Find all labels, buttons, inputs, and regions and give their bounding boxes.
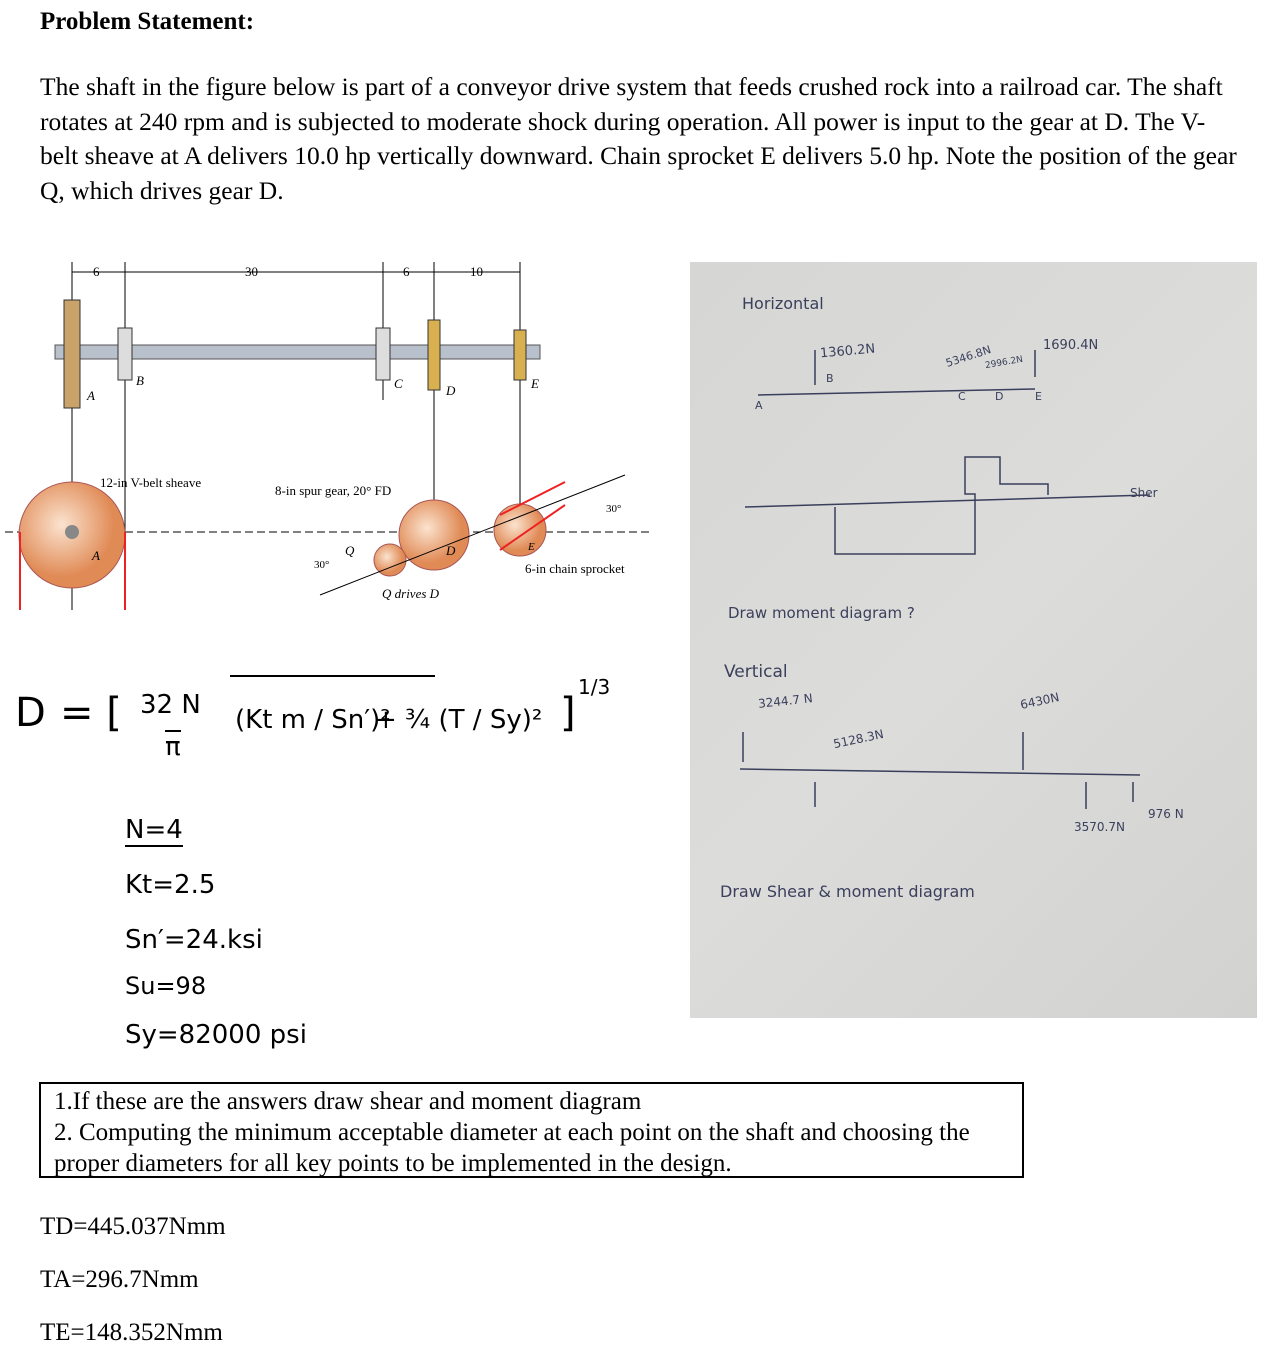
svg-text:D: D (446, 383, 456, 398)
question-moment: Draw moment diagram ? (728, 604, 915, 622)
torque-e: TE=148.352Nmm (40, 1319, 223, 1346)
horizontal-title: Horizontal (742, 294, 824, 313)
problem-paragraph: The shaft in the figure below is part of a conveyor drive system that feeds crushed rock into a railroad car. The shaft rotates at 240 rpm and is subjected to moderate shock during operation. All power is input to the gear at D. The V-belt sheave at A delivers 10.0 hp vertically downward. Chain sprocket E delivers 5.0 hp. Note the position of the gear Q, which drives gear D. (40, 72, 1237, 205)
svg-text:D: D (446, 543, 456, 558)
svg-text:E: E (531, 376, 539, 391)
svg-text:6-in chain sprocket: 6-in chain sprocket (525, 561, 625, 576)
svg-text:6: 6 (403, 264, 410, 279)
question-shear-moment: Draw Shear & moment diagram (720, 882, 975, 901)
shaft-figure (0, 250, 670, 620)
svg-text:E: E (528, 541, 535, 553)
gear-d (428, 320, 440, 390)
svg-text:Q: Q (345, 543, 355, 558)
svg-text:C: C (394, 376, 403, 391)
torque-a: TA=296.7Nmm (40, 1266, 199, 1293)
bearing-b (118, 328, 132, 380)
formula-lhs: D (15, 690, 46, 736)
sheave-a (64, 300, 80, 408)
question-box: 1.If these are the answers draw shear and moment diagram 2. Computing the minimum acceptable diameter at each point on the shaft and choosing the proper diameters for all key points to be implemented in the design. (39, 1082, 1024, 1178)
svg-text:Q drives D: Q drives D (382, 586, 440, 601)
svg-text:B: B (136, 373, 144, 388)
svg-text:12-in V-belt sheave: 12-in V-belt sheave (100, 475, 202, 490)
svg-text:30: 30 (245, 264, 258, 279)
shear-label: Sher (1130, 486, 1158, 500)
sprocket-e (514, 330, 526, 380)
handwritten-photo: Horizontal 1360.2N 5346.8N 2996.2N 1690.4N A B C D E Sher Draw moment diagram ? Vertical 3244.7 N 5128.3N 6430N 3570.7N 976 N Draw Shear & moment diagram (690, 262, 1257, 1018)
svg-text:30°: 30° (606, 503, 622, 515)
svg-text:10: 10 (470, 264, 483, 279)
svg-text:6: 6 (93, 264, 100, 279)
problem-title: Problem Statement: (40, 8, 255, 35)
torque-d: TD=445.037Nmm (40, 1213, 226, 1240)
svg-text:A: A (87, 388, 95, 403)
svg-text:8-in spur gear, 20° FD: 8-in spur gear, 20° FD (275, 483, 392, 498)
bearing-c (376, 328, 390, 380)
vertical-title: Vertical (724, 662, 788, 682)
svg-text:A: A (92, 548, 100, 563)
svg-text:30°: 30° (314, 559, 330, 571)
